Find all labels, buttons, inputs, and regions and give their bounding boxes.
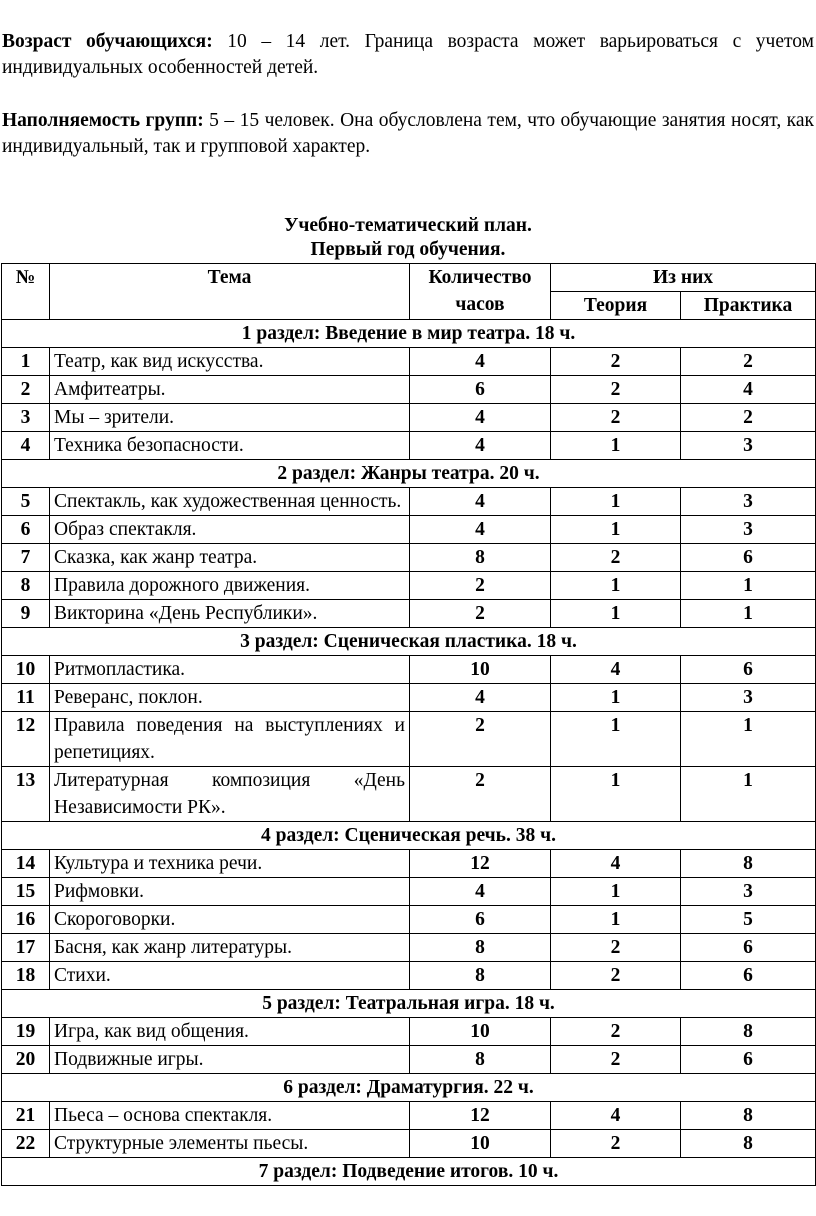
row-topic: Викторина «День Республики».	[50, 600, 410, 628]
row-topic: Басня, как жанр литературы.	[50, 934, 410, 962]
row-hours: 4	[410, 684, 551, 712]
section-row	[2, 628, 816, 656]
row-hours: 4	[410, 516, 551, 544]
row-theory: 1	[551, 906, 681, 934]
table-row	[2, 767, 816, 822]
row-number: 12	[2, 712, 50, 767]
header-of-them: Из них	[551, 264, 816, 292]
row-theory: 1	[551, 712, 681, 767]
row-number: 20	[2, 1046, 50, 1074]
row-number: 2	[2, 376, 50, 404]
table-row	[2, 404, 816, 432]
row-practice: 4	[681, 376, 816, 404]
row-practice: 8	[681, 850, 816, 878]
row-hours: 2	[410, 712, 551, 767]
row-hours: 2	[410, 767, 551, 822]
row-practice: 3	[681, 684, 816, 712]
table-row	[2, 572, 816, 600]
row-theory: 2	[551, 1018, 681, 1046]
section-row	[2, 822, 816, 850]
row-topic: Правила поведения на выступлениях и репетициях.	[50, 712, 410, 767]
row-topic: Пьеса – основа спектакля.	[50, 1102, 410, 1130]
row-hours: 10	[410, 1130, 551, 1158]
row-topic: Ритмопластика.	[50, 656, 410, 684]
curriculum-table	[1, 263, 816, 1186]
row-practice: 6	[681, 1046, 816, 1074]
row-theory: 4	[551, 1102, 681, 1130]
row-number: 7	[2, 544, 50, 572]
row-practice: 6	[681, 934, 816, 962]
row-topic: Скороговорки.	[50, 906, 410, 934]
row-practice: 6	[681, 544, 816, 572]
row-theory: 1	[551, 432, 681, 460]
row-number: 15	[2, 878, 50, 906]
row-practice: 6	[681, 962, 816, 990]
group-size-text: 5 – 15 человек. Она обусловлена тем, что обучающие занятия носят, как индивидуальный, так и групповой характер.	[2, 110, 814, 157]
row-theory: 4	[551, 656, 681, 684]
table-row	[2, 1018, 816, 1046]
row-number: 22	[2, 1130, 50, 1158]
row-theory: 2	[551, 962, 681, 990]
row-theory: 2	[551, 1046, 681, 1074]
row-hours: 12	[410, 1102, 551, 1130]
row-number: 17	[2, 934, 50, 962]
section-title: 2 раздел: Жанры театра. 20 ч.	[2, 460, 816, 488]
table-row	[2, 348, 816, 376]
row-theory: 2	[551, 376, 681, 404]
row-practice: 1	[681, 712, 816, 767]
group-size-label: Наполняемость групп:	[2, 110, 204, 131]
row-number: 10	[2, 656, 50, 684]
section-row	[2, 1158, 816, 1186]
table-row	[2, 906, 816, 934]
row-number: 1	[2, 348, 50, 376]
age-paragraph	[2, 29, 814, 81]
row-hours: 4	[410, 878, 551, 906]
table-row	[2, 934, 816, 962]
table-row	[2, 544, 816, 572]
row-hours: 4	[410, 348, 551, 376]
row-hours: 6	[410, 906, 551, 934]
age-label: Возраст обучающихся:	[2, 31, 213, 52]
row-number: 19	[2, 1018, 50, 1046]
row-number: 8	[2, 572, 50, 600]
table-row	[2, 712, 816, 767]
header-num: №	[2, 264, 50, 320]
age-text: 10 – 14 лет. Граница возраста может варьироваться с учетом индивидуальных особенностей детей.	[2, 31, 814, 78]
header-topic: Тема	[50, 264, 410, 320]
row-practice: 3	[681, 432, 816, 460]
table-row	[2, 600, 816, 628]
row-theory: 2	[551, 934, 681, 962]
row-topic: Культура и техника речи.	[50, 850, 410, 878]
table-row	[2, 1102, 816, 1130]
row-topic: Техника безопасности.	[50, 432, 410, 460]
table-row	[2, 516, 816, 544]
row-hours: 10	[410, 656, 551, 684]
header-practice: Практика	[681, 292, 816, 320]
header-hours: Количество часов	[410, 264, 551, 320]
table-header-row	[2, 264, 816, 292]
row-theory: 2	[551, 544, 681, 572]
plan-title: Учебно-тематический план.	[284, 215, 532, 236]
row-number: 9	[2, 600, 50, 628]
row-hours: 4	[410, 404, 551, 432]
table-row	[2, 850, 816, 878]
row-theory: 1	[551, 516, 681, 544]
row-topic: Правила дорожного движения.	[50, 572, 410, 600]
row-topic: Рифмовки.	[50, 878, 410, 906]
row-number: 18	[2, 962, 50, 990]
row-practice: 6	[681, 656, 816, 684]
row-theory: 1	[551, 572, 681, 600]
row-topic: Мы – зрители.	[50, 404, 410, 432]
row-number: 6	[2, 516, 50, 544]
row-practice: 8	[681, 1130, 816, 1158]
section-title: 1 раздел: Введение в мир театра. 18 ч.	[2, 320, 816, 348]
row-practice: 8	[681, 1102, 816, 1130]
row-theory: 1	[551, 878, 681, 906]
row-number: 21	[2, 1102, 50, 1130]
row-hours: 4	[410, 488, 551, 516]
section-row	[2, 320, 816, 348]
row-topic: Амфитеатры.	[50, 376, 410, 404]
row-hours: 6	[410, 376, 551, 404]
row-number: 13	[2, 767, 50, 822]
row-theory: 1	[551, 684, 681, 712]
row-topic: Структурные элементы пьесы.	[50, 1130, 410, 1158]
row-practice: 1	[681, 572, 816, 600]
row-practice: 1	[681, 767, 816, 822]
row-hours: 2	[410, 600, 551, 628]
section-row	[2, 990, 816, 1018]
row-topic: Стихи.	[50, 962, 410, 990]
group-size-paragraph	[2, 108, 814, 160]
row-practice: 5	[681, 906, 816, 934]
table-row	[2, 656, 816, 684]
table-row	[2, 1130, 816, 1158]
row-topic: Литературная композиция «День Независимости РК».	[50, 767, 410, 822]
table-row	[2, 488, 816, 516]
row-topic: Реверанс, поклон.	[50, 684, 410, 712]
table-row	[2, 962, 816, 990]
plan-subtitle: Первый год обучения.	[310, 239, 506, 260]
row-hours: 4	[410, 432, 551, 460]
row-number: 11	[2, 684, 50, 712]
table-row	[2, 684, 816, 712]
section-row	[2, 460, 816, 488]
row-number: 4	[2, 432, 50, 460]
row-theory: 4	[551, 850, 681, 878]
row-number: 3	[2, 404, 50, 432]
row-hours: 10	[410, 1018, 551, 1046]
row-number: 16	[2, 906, 50, 934]
row-theory: 1	[551, 488, 681, 516]
row-hours: 8	[410, 934, 551, 962]
row-practice: 1	[681, 600, 816, 628]
table-row	[2, 878, 816, 906]
section-title: 4 раздел: Сценическая речь. 38 ч.	[2, 822, 816, 850]
row-hours: 12	[410, 850, 551, 878]
header-theory: Теория	[551, 292, 681, 320]
section-title: 6 раздел: Драматургия. 22 ч.	[2, 1074, 816, 1102]
row-hours: 2	[410, 572, 551, 600]
row-hours: 8	[410, 962, 551, 990]
row-theory: 1	[551, 767, 681, 822]
row-topic: Сказка, как жанр театра.	[50, 544, 410, 572]
row-theory: 1	[551, 600, 681, 628]
table-row	[2, 432, 816, 460]
row-practice: 3	[681, 488, 816, 516]
row-practice: 2	[681, 348, 816, 376]
row-topic: Образ спектакля.	[50, 516, 410, 544]
row-practice: 2	[681, 404, 816, 432]
row-practice: 3	[681, 516, 816, 544]
section-title: 5 раздел: Театральная игра. 18 ч.	[2, 990, 816, 1018]
row-practice: 3	[681, 878, 816, 906]
row-theory: 2	[551, 348, 681, 376]
section-title: 3 раздел: Сценическая пластика. 18 ч.	[2, 628, 816, 656]
table-row	[2, 376, 816, 404]
row-topic: Спектакль, как художественная ценность.	[50, 488, 410, 516]
row-practice: 8	[681, 1018, 816, 1046]
row-hours: 8	[410, 1046, 551, 1074]
section-row	[2, 1074, 816, 1102]
table-row	[2, 1046, 816, 1074]
section-title: 7 раздел: Подведение итогов. 10 ч.	[2, 1158, 816, 1186]
row-number: 14	[2, 850, 50, 878]
row-topic: Игра, как вид общения.	[50, 1018, 410, 1046]
row-theory: 2	[551, 1130, 681, 1158]
row-hours: 8	[410, 544, 551, 572]
row-topic: Подвижные игры.	[50, 1046, 410, 1074]
row-number: 5	[2, 488, 50, 516]
row-topic: Театр, как вид искусства.	[50, 348, 410, 376]
row-theory: 2	[551, 404, 681, 432]
